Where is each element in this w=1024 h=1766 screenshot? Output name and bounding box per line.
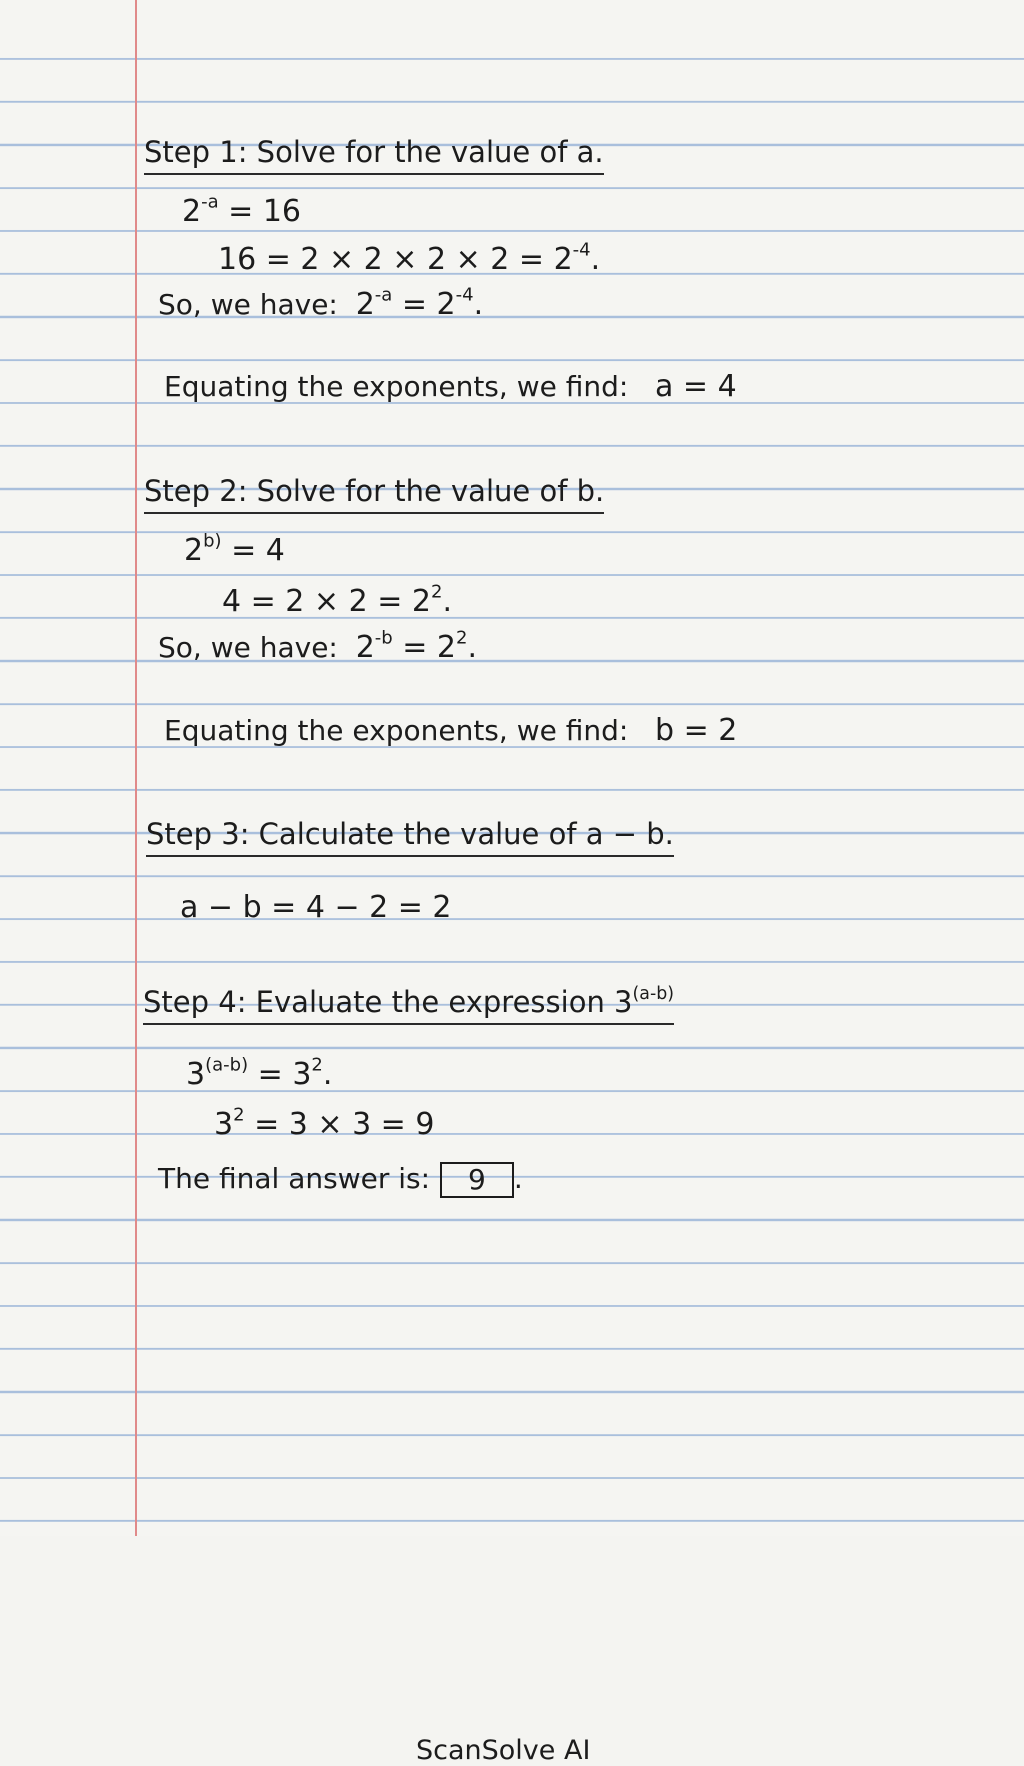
step1-so-end: .	[473, 287, 484, 322]
step1-so-exponent: -a	[374, 284, 393, 306]
step1-equation-2	[218, 239, 601, 277]
step2-eq2-exponent: 2	[430, 581, 443, 603]
step2-equation-1	[184, 530, 285, 568]
step1-eq1-base: 2	[182, 194, 202, 229]
step2-eq2-end: .	[442, 584, 452, 619]
step2-equation-2	[222, 581, 452, 619]
step1-eq1-exponent: -a	[201, 191, 219, 213]
step1-so-label: So, we have:	[158, 288, 338, 321]
step2-eq1-rhs: = 4	[231, 533, 285, 568]
step1-heading: Step 1: Solve for the value of a.	[144, 138, 604, 175]
final-answer-line	[158, 1162, 523, 1198]
step2-so-exponent: -b	[374, 627, 393, 649]
step1-so-line	[158, 284, 484, 322]
final-answer-value: 9	[468, 1163, 486, 1196]
step3-heading: Step 3: Calculate the value of a − b.	[146, 820, 674, 857]
step2-so-exponent-2: 2	[456, 627, 468, 649]
step4-eq2-exponent: 2	[233, 1104, 245, 1126]
step4-eq1-exponent-2: 2	[311, 1054, 323, 1076]
step1-eq2-exponent: -4	[572, 239, 591, 261]
step1-equation-1	[182, 191, 302, 229]
step1-so-base: 2	[355, 287, 375, 322]
step2-so-line	[158, 627, 478, 665]
step4-eq1-base: 3	[186, 1057, 206, 1092]
step4-eq2-rest: = 3 × 3 = 9	[254, 1107, 435, 1142]
step2-equating-text: Equating the exponents, we find:	[164, 714, 629, 747]
step1-so-mid: = 2	[401, 287, 456, 322]
step1-eq2-end: .	[590, 242, 601, 277]
step2-equating-line	[164, 713, 738, 748]
step2-so-end: .	[467, 630, 478, 665]
step4-heading	[143, 983, 675, 1025]
step2-result: b = 2	[655, 713, 738, 748]
final-answer-label: The final answer is:	[158, 1162, 431, 1195]
step4-heading-text: Step 4: Evaluate the expression 3	[143, 985, 633, 1019]
margin-line	[135, 0, 137, 1536]
step2-heading: Step 2: Solve for the value of b.	[144, 477, 604, 514]
step2-eq2-lhs: 4 = 2 × 2 = 2	[222, 584, 431, 619]
step1-equating-line	[164, 369, 737, 404]
step4-eq1-mid: = 3	[257, 1057, 312, 1092]
step4-heading-exponent: (a-b)	[632, 983, 675, 1004]
step2-eq1-base: 2	[184, 533, 204, 568]
step1-result: a = 4	[655, 369, 737, 404]
step2-eq1-exponent: b)	[203, 530, 222, 552]
step3-equation-1: a − b = 4 − 2 = 2	[180, 890, 452, 925]
final-answer-end: .	[513, 1162, 523, 1195]
brand-footer: ScanSolve AI	[416, 1735, 591, 1766]
step1-so-exponent-2: -4	[455, 284, 474, 306]
step1-eq1-rhs: = 16	[228, 194, 302, 229]
step4-equation-1	[186, 1054, 333, 1092]
step2-so-label: So, we have:	[158, 631, 338, 664]
step2-so-base: 2	[355, 630, 375, 665]
step1-equating-text: Equating the exponents, we find:	[164, 370, 629, 403]
step4-eq1-end: .	[322, 1057, 333, 1092]
step2-so-mid: = 2	[402, 630, 457, 665]
step4-eq1-exponent: (a-b)	[205, 1054, 249, 1076]
step1-eq2-lhs: 16 = 2 × 2 × 2 × 2 = 2	[218, 242, 573, 277]
final-answer-box	[440, 1162, 514, 1198]
step4-eq2-base: 3	[214, 1107, 234, 1142]
step4-equation-2	[214, 1104, 435, 1142]
